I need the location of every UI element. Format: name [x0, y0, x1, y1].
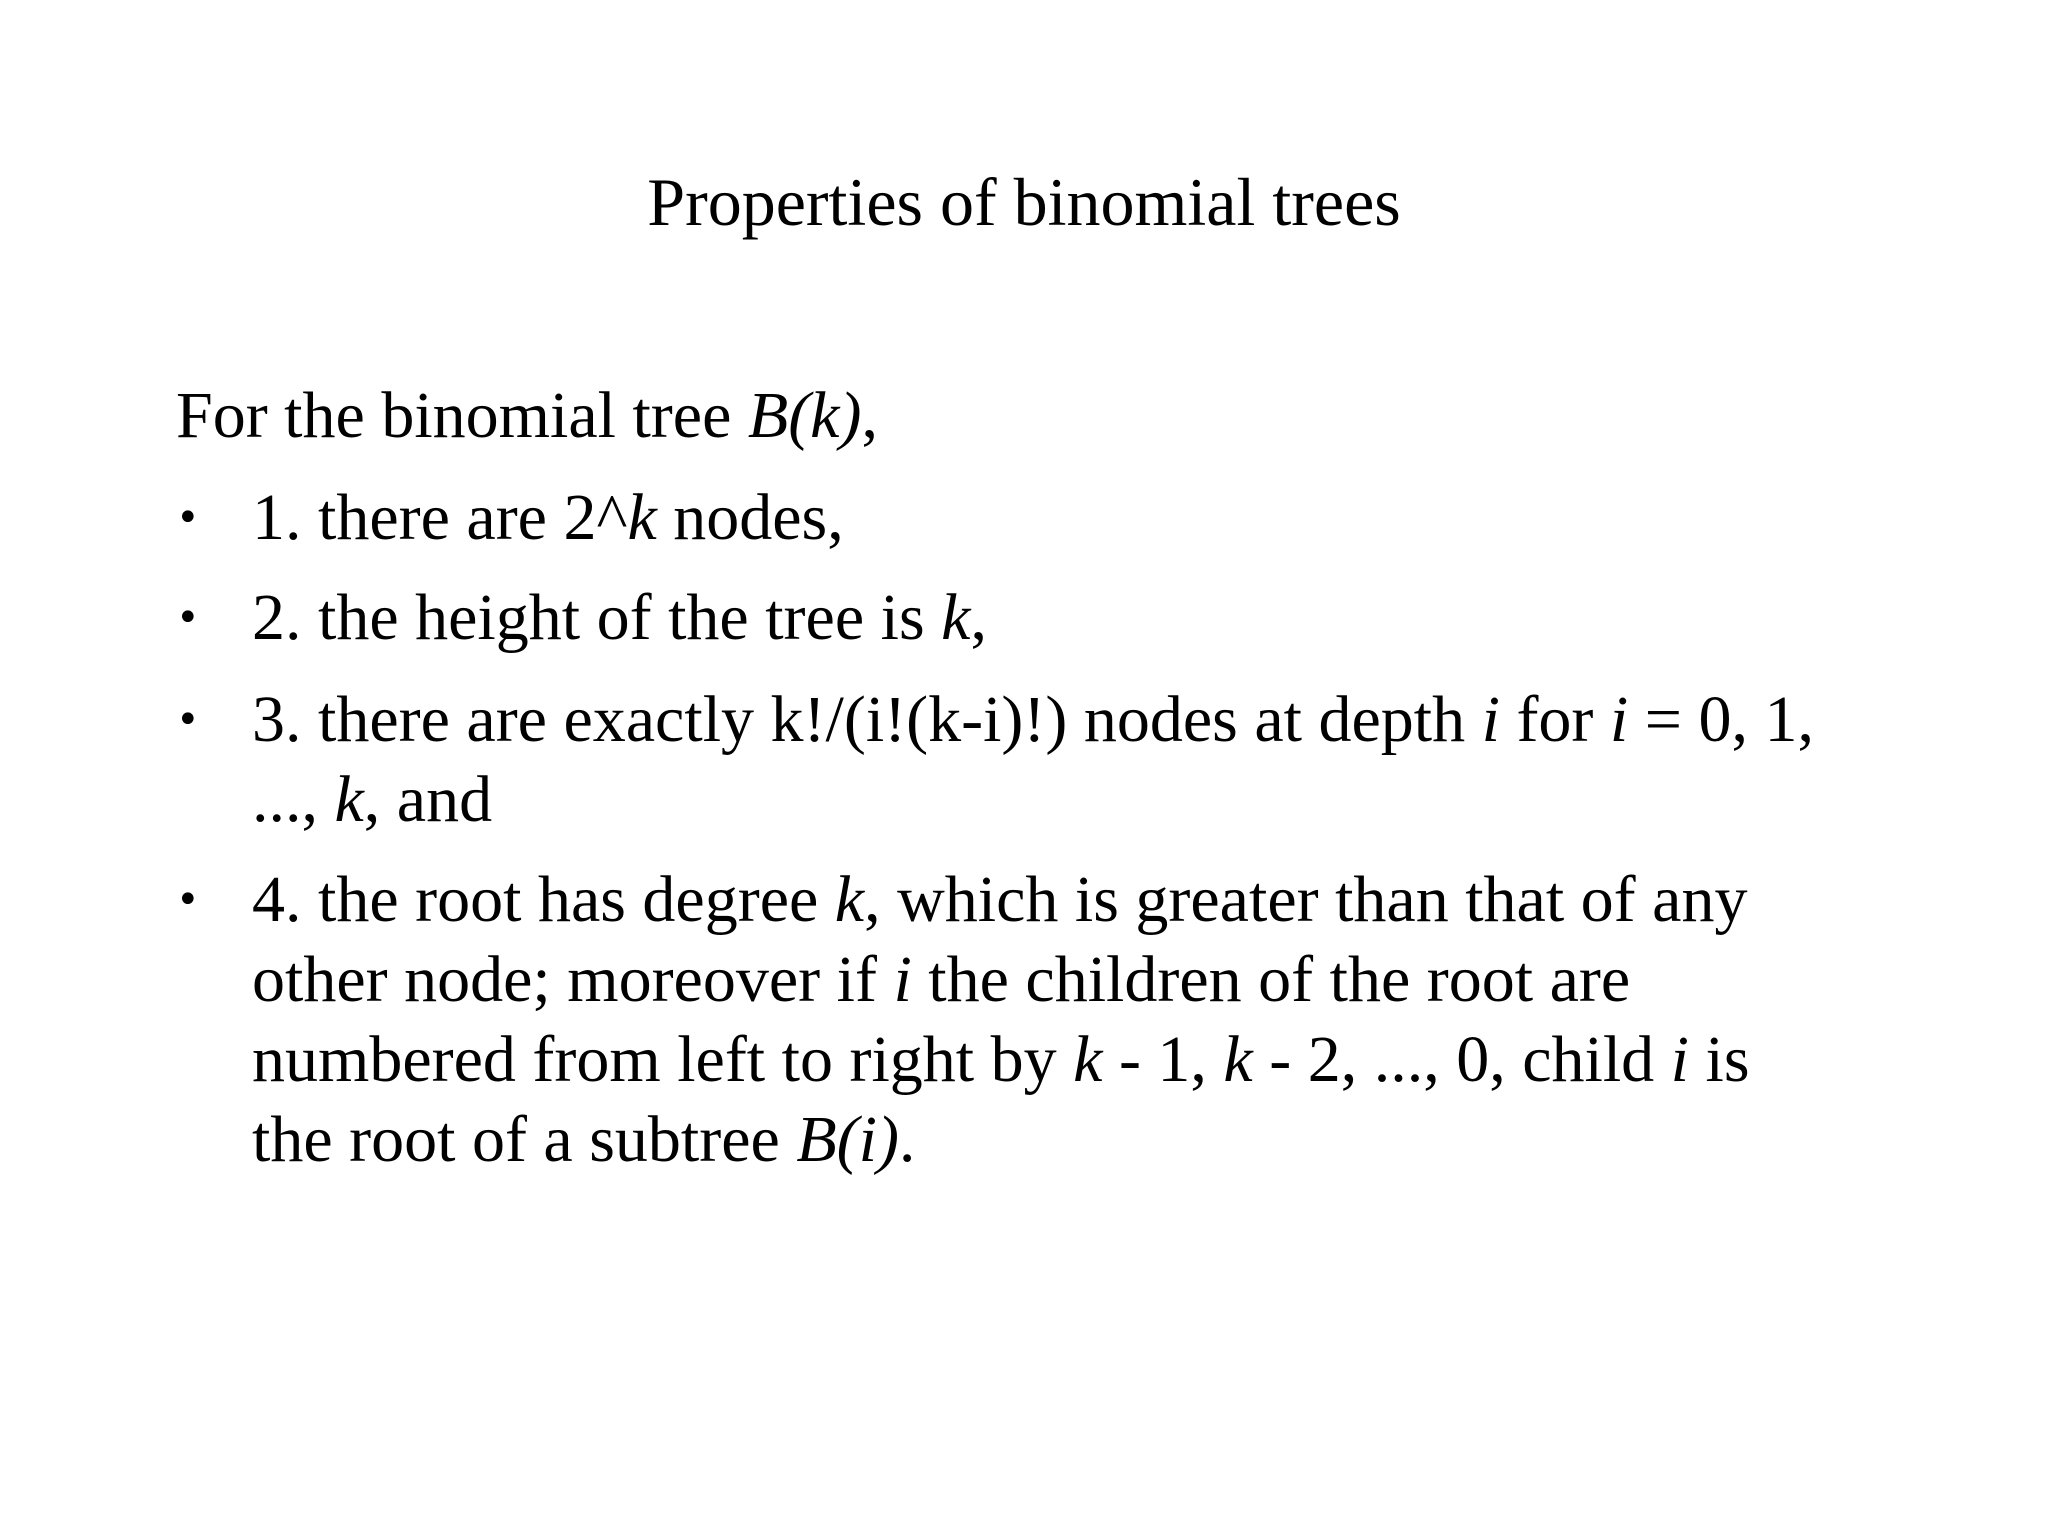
item-3-line-1: [252, 680, 1912, 760]
bullet-icon: •: [176, 495, 200, 541]
item-4-l4-a: the root of a subtree: [252, 1103, 797, 1176]
item-1-part-a: 1. there are 2^: [252, 481, 628, 554]
item-1-text: [252, 478, 1912, 558]
item-4-l3-b: k: [1073, 1023, 1103, 1096]
item-2-text: [252, 578, 1912, 658]
item-4-l3-d: k: [1223, 1023, 1253, 1096]
item-3-l1-a: 3. there are exactly k!/(i!(k-i)!) nodes at depth: [252, 683, 1482, 756]
intro-tree: B(k): [747, 379, 862, 452]
item-4-l1-a: 4. the root has degree: [252, 863, 835, 936]
item-4-line-1: [252, 860, 1912, 940]
item-3-l2-a: ...,: [252, 763, 335, 836]
item-4-l3-c: - 1,: [1102, 1023, 1224, 1096]
bullet-icon: •: [176, 595, 200, 641]
item-4-l3-e: - 2, ..., 0, child: [1252, 1023, 1671, 1096]
item-1-part-b: k: [627, 481, 657, 554]
bullet-icon: •: [176, 697, 200, 743]
intro-line: [176, 376, 878, 456]
item-4-l4-c: .: [898, 1103, 916, 1176]
item-4-l3-f: i: [1670, 1023, 1690, 1096]
item-4-line-4: [252, 1100, 1912, 1180]
intro-suffix: ,: [861, 379, 878, 452]
item-4-l1-b: k: [834, 863, 865, 936]
item-2-part-b: k: [941, 581, 971, 654]
item-4-l4-b: B(i): [796, 1103, 899, 1176]
item-4-l1-c: , which is greater than that of any: [864, 863, 1748, 936]
item-4-l2-c: the children of the root are: [911, 943, 1631, 1016]
intro-prefix: For the binomial tree: [176, 379, 748, 452]
item-3-l1-b: i: [1481, 683, 1500, 756]
item-4-line-2: [252, 940, 1912, 1020]
item-3-l1-c: for: [1499, 683, 1610, 756]
item-3-l2-c: , and: [363, 763, 493, 836]
item-4-l3-a: numbered from left to right by: [252, 1023, 1074, 1096]
item-3-text: [252, 680, 1912, 840]
slide-title: Properties of binomial trees: [647, 164, 1401, 240]
bullet-icon: •: [176, 877, 200, 923]
item-3-l1-e: = 0, 1,: [1628, 683, 1814, 756]
item-4-l2-a: other node; moreover if: [252, 943, 894, 1016]
item-4-line-3: [252, 1020, 1912, 1100]
item-3-l2-b: k: [334, 763, 364, 836]
item-1-part-c: nodes,: [656, 481, 844, 554]
item-4-l3-g: is: [1689, 1023, 1750, 1096]
item-4-text: [252, 860, 1912, 1180]
item-2-part-a: 2. the height of the tree is: [252, 581, 942, 654]
item-2-part-c: ,: [970, 581, 987, 654]
item-3-line-2: [252, 760, 1912, 840]
item-4-l2-b: i: [893, 943, 912, 1016]
item-3-l1-d: i: [1609, 683, 1629, 756]
